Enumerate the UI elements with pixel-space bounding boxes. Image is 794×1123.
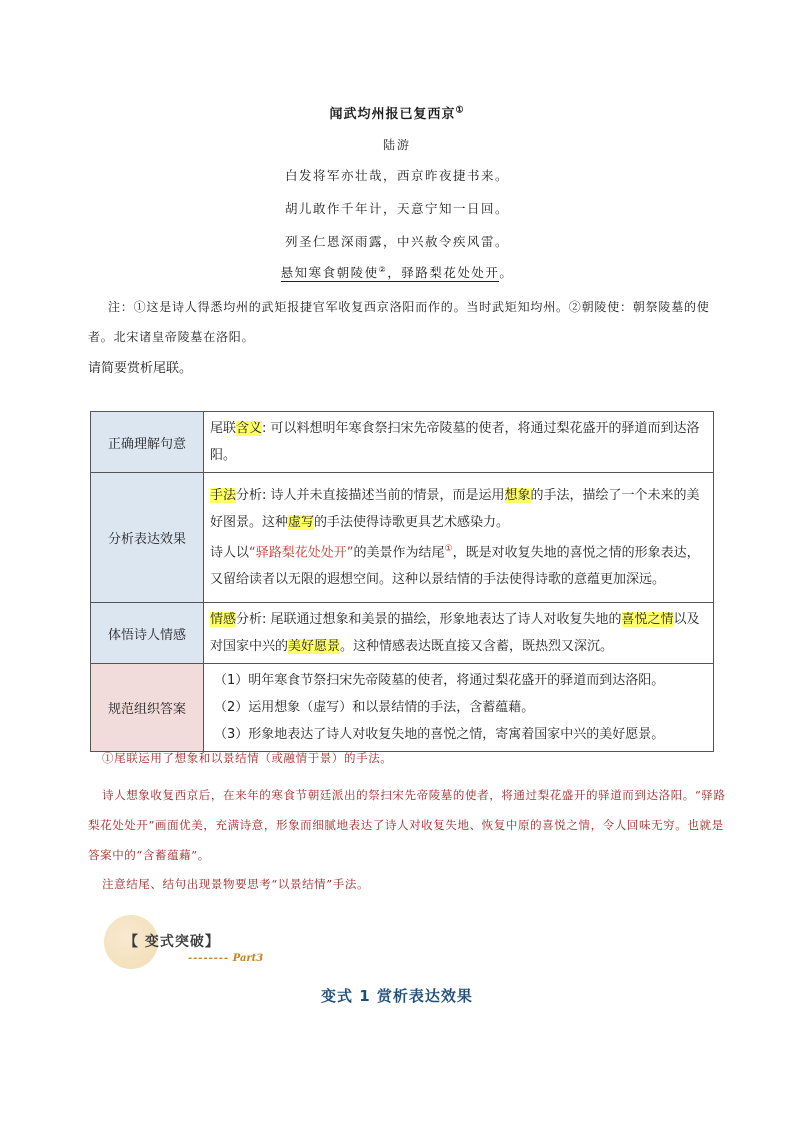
analysis-paragraph-1: ①尾联运用了想象和以景结情（或融情于景）的手法。 xyxy=(102,751,393,765)
row-label: 规范组织答案 xyxy=(91,664,204,752)
row-content: 手法分析: 诗人并未直接描述当前的情景，而是运用想象的手法，描绘了一个未来的美好图景。这种虚写的手法使得诗歌更具艺术感染力。 诗人以“驿路梨花处处开”的美景作为结尾①，既是对收复失地的喜悦之情的形象表达，又留给读者以无限的遐想空间。这种以景结情的手法使得诗歌的意蕴更加深远。 xyxy=(204,473,714,603)
analysis-paragraph-2: 诗人想象收复西京后，在来年的寒食节朝廷派出的祭扫宋先帝陵墓的使者，将通过梨花盛开的驿道而到达洛阳。“驿路梨花处处开”画面优美，充满诗意，形象而细腻地表达了诗人对收复失地、恢复中原的喜悦之情，令人回味无穷。也就是答案中的“含蓄蕴藉”。 xyxy=(88,788,726,862)
poem-note: 注：①这是诗人得悉均州的武矩报捷官军收复西京洛阳而作的。当时武矩知均州。②朝陵使：朝祭陵墓的使者。北宋诸皇帝陵墓在洛阳。 xyxy=(88,300,710,344)
poem-line-2: 胡儿敢作千年计，天意宁知一日回。 xyxy=(284,201,509,216)
row-label: 体悟诗人情感 xyxy=(91,603,204,664)
row-content: 情感分析: 尾联通过想象和美景的描绘，形象地表达了诗人对收复失地的喜悦之情以及对国家中兴的美好愿景。这种情感表达既直接又含蓄，既热烈又深沉。 xyxy=(204,603,714,664)
part-subtitle: -------- Part3 xyxy=(188,953,264,964)
answer-item: （1）明年寒食节祭扫宋先帝陵墓的使者，将通过梨花盛开的驿道而到达洛阳。 xyxy=(214,673,665,688)
section-heading: 变式 1 赏析表达效果 xyxy=(321,987,473,1005)
answer-item: （3）形象地表达了诗人对收复失地的喜悦之情，寄寓着国家中兴的美好愿景。 xyxy=(214,727,665,742)
answer-item: （2）运用想象（虚写）和以景结情的手法，含蓄蕴藉。 xyxy=(214,700,535,715)
footnote-mark: ① xyxy=(455,105,465,116)
poem-line-4: 悬知寒食朝陵使②，驿路梨花处处开。 xyxy=(280,264,514,280)
table-row xyxy=(91,412,714,473)
row-content xyxy=(204,664,714,752)
poem-line-1: 白发将军亦壮哉，西京昨夜捷书来。 xyxy=(284,168,509,183)
poem-line-3: 列圣仁恩深雨露，中兴赦令疾风雷。 xyxy=(284,234,509,249)
table-row xyxy=(91,603,714,664)
question-text: 请简要赏析尾联。 xyxy=(88,361,193,376)
table-row xyxy=(91,473,714,603)
part-title: 【 变式突破】 xyxy=(124,934,220,950)
poem-title: 闻武均州报已复西京① xyxy=(329,105,465,122)
table-row xyxy=(91,664,714,752)
row-label: 分析表达效果 xyxy=(91,473,204,603)
analysis-paragraph-3: 注意结尾、结句出现景物要思考“以景结情”手法。 xyxy=(102,877,370,891)
row-label: 正确理解句意 xyxy=(91,412,204,473)
answer-table xyxy=(90,411,714,752)
underlined-line: 悬知寒食朝陵使②，驿路梨花处处开 xyxy=(280,264,500,280)
row-content: 尾联含义: 可以料想明年寒食祭扫宋先帝陵墓的使者，将通过梨花盛开的驿道而到达洛阳。 xyxy=(204,412,714,473)
poem-author: 陆游 xyxy=(382,138,411,152)
